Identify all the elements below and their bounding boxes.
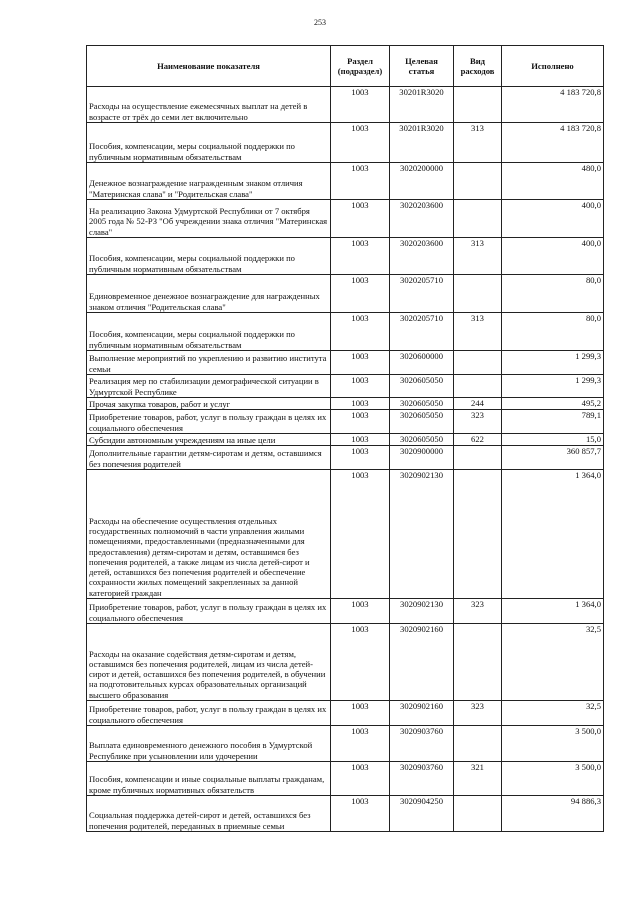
row-name: Субсидии автономным учреждениям на иные цели (87, 434, 331, 446)
row-section: 1003 (331, 624, 390, 701)
row-target: 3020605050 (390, 375, 454, 398)
row-target: 3020200000 (390, 163, 454, 200)
row-target: 3020902130 (390, 599, 454, 624)
row-section: 1003 (331, 599, 390, 624)
row-name: Реализация мер по стабилизации демографической ситуации в Удмуртской Республике (87, 375, 331, 398)
row-amount: 360 857,7 (502, 446, 604, 470)
row-vid: 313 (454, 123, 502, 163)
row-amount: 4 183 720,8 (502, 87, 604, 123)
row-vid (454, 446, 502, 470)
row-amount: 94 886,3 (502, 796, 604, 832)
budget-execution-table (86, 45, 604, 832)
row-amount: 400,0 (502, 200, 604, 238)
header-section: Раздел (подраздел) (331, 46, 390, 87)
row-target: 3020600000 (390, 351, 454, 375)
row-vid (454, 163, 502, 200)
table-row (87, 624, 604, 701)
row-name: Прочая закупка товаров, работ и услуг (87, 398, 331, 410)
row-vid (454, 200, 502, 238)
row-section: 1003 (331, 434, 390, 446)
table-row (87, 796, 604, 832)
row-vid: 244 (454, 398, 502, 410)
table-row (87, 351, 604, 375)
table-row (87, 123, 604, 163)
row-target: 3020900000 (390, 446, 454, 470)
row-amount: 32,5 (502, 624, 604, 701)
row-vid: 323 (454, 599, 502, 624)
row-name: Пособия, компенсации, меры социальной поддержки по публичным нормативным обязательствам (87, 238, 331, 275)
row-name: Выполнение мероприятий по укреплению и развитию института семьи (87, 351, 331, 375)
table-row (87, 398, 604, 410)
row-amount: 1 299,3 (502, 375, 604, 398)
row-target: 3020605050 (390, 434, 454, 446)
row-amount: 80,0 (502, 275, 604, 313)
row-vid (454, 726, 502, 762)
row-amount: 789,1 (502, 410, 604, 434)
row-amount: 3 500,0 (502, 726, 604, 762)
table-row (87, 87, 604, 123)
header-amount: Исполнено (502, 46, 604, 87)
row-amount: 1 299,3 (502, 351, 604, 375)
row-target: 3020605050 (390, 398, 454, 410)
row-vid: 321 (454, 762, 502, 796)
table-row (87, 701, 604, 726)
row-amount: 495,2 (502, 398, 604, 410)
row-name: На реализацию Закона Удмуртской Республики от 7 октября 2005 года № 52-РЗ "Об учреждении знака отличия "Материнская слава" (87, 200, 331, 238)
row-target: 3020903760 (390, 762, 454, 796)
row-target: 3020205710 (390, 313, 454, 351)
table-row (87, 313, 604, 351)
row-vid (454, 624, 502, 701)
table-row (87, 238, 604, 275)
row-vid (454, 375, 502, 398)
row-section: 1003 (331, 375, 390, 398)
table-row (87, 375, 604, 398)
table-row (87, 762, 604, 796)
header-name: Наименование показателя (87, 46, 331, 87)
row-section: 1003 (331, 123, 390, 163)
table-row (87, 275, 604, 313)
row-name: Денежное вознаграждение награжденным знаком отличия "Материнская слава" и "Родительская слава" (87, 163, 331, 200)
row-vid: 323 (454, 701, 502, 726)
row-name: Единовременное денежное вознаграждение для награжденных знаком отличия "Родительская слава" (87, 275, 331, 313)
table-row (87, 599, 604, 624)
row-section: 1003 (331, 163, 390, 200)
row-amount: 4 183 720,8 (502, 123, 604, 163)
row-name: Пособия, компенсации, меры социальной поддержки по публичным нормативным обязательствам (87, 123, 331, 163)
row-amount: 480,0 (502, 163, 604, 200)
row-vid (454, 351, 502, 375)
row-vid (454, 470, 502, 599)
row-name: Приобретение товаров, работ, услуг в пользу граждан в целях их социального обеспечения (87, 701, 331, 726)
row-section: 1003 (331, 410, 390, 434)
row-vid (454, 796, 502, 832)
row-target: 30201R3020 (390, 123, 454, 163)
row-amount: 80,0 (502, 313, 604, 351)
table-row (87, 200, 604, 238)
row-vid: 313 (454, 238, 502, 275)
table-row (87, 726, 604, 762)
row-name: Расходы на обеспечение осуществления отдельных государственных полномочий в части управления жилыми помещениями, предоставленными (предназначенными для предоставления) детям-сиротам и детям, оставшимся без попечения родителей, а также лицам из числа детей-сирот и детей, оставшихся без попечения родителей и обеспечение сохранности жилых помещений закрепленных за данной категорией граждан (87, 470, 331, 599)
row-vid (454, 87, 502, 123)
row-name: Расходы на осуществление ежемесячных выплат на детей в возрасте от трёх до семи лет включительно (87, 87, 331, 123)
row-section: 1003 (331, 726, 390, 762)
table-row (87, 410, 604, 434)
table-row (87, 434, 604, 446)
row-section: 1003 (331, 446, 390, 470)
row-name: Пособия, компенсации и иные социальные выплаты гражданам, кроме публичных нормативных обязательств (87, 762, 331, 796)
row-vid (454, 275, 502, 313)
row-section: 1003 (331, 398, 390, 410)
table-row (87, 163, 604, 200)
row-target: 3020902160 (390, 701, 454, 726)
row-amount: 400,0 (502, 238, 604, 275)
row-section: 1003 (331, 351, 390, 375)
row-target: 3020205710 (390, 275, 454, 313)
row-name: Выплата единовременного денежного пособия в Удмуртской Республике при усыновлении или удочерении (87, 726, 331, 762)
row-name: Социальная поддержка детей-сирот и детей, оставшихся без попечения родителей, переданных в приемные семьи (87, 796, 331, 832)
row-target: 3020902160 (390, 624, 454, 701)
row-vid: 622 (454, 434, 502, 446)
row-section: 1003 (331, 200, 390, 238)
header-vid: Вид расходов (454, 46, 502, 87)
row-target: 30201R3020 (390, 87, 454, 123)
header-target: Целевая статья (390, 46, 454, 87)
row-target: 3020902130 (390, 470, 454, 599)
row-vid: 323 (454, 410, 502, 434)
row-name: Приобретение товаров, работ, услуг в пользу граждан в целях их социального обеспечения (87, 599, 331, 624)
table-row (87, 470, 604, 599)
row-name: Приобретение товаров, работ, услуг в пользу граждан в целях их социального обеспечения (87, 410, 331, 434)
row-section: 1003 (331, 313, 390, 351)
table-header-row (87, 46, 604, 87)
row-target: 3020903760 (390, 726, 454, 762)
row-target: 3020203600 (390, 200, 454, 238)
table-row (87, 446, 604, 470)
row-vid: 313 (454, 313, 502, 351)
row-name: Дополнительные гарантии детям-сиротам и детям, оставшимся без попечения родителей (87, 446, 331, 470)
row-amount: 3 500,0 (502, 762, 604, 796)
row-section: 1003 (331, 87, 390, 123)
row-amount: 1 364,0 (502, 470, 604, 599)
row-amount: 1 364,0 (502, 599, 604, 624)
row-section: 1003 (331, 796, 390, 832)
row-amount: 15,0 (502, 434, 604, 446)
row-target: 3020605050 (390, 410, 454, 434)
row-name: Пособия, компенсации, меры социальной поддержки по публичным нормативным обязательствам (87, 313, 331, 351)
row-target: 3020203600 (390, 238, 454, 275)
row-target: 3020904250 (390, 796, 454, 832)
row-section: 1003 (331, 470, 390, 599)
row-section: 1003 (331, 275, 390, 313)
page-number: 253 (314, 18, 326, 27)
row-name: Расходы на оказание содействия детям-сиротам и детям, оставшимся без попечения родителей, лицам из числа детей-сирот и детей, оставшихся без попечения родителей, в обучении на подготовительных курсах образовательных организаций высшего образования (87, 624, 331, 701)
row-section: 1003 (331, 238, 390, 275)
row-amount: 32,5 (502, 701, 604, 726)
row-section: 1003 (331, 762, 390, 796)
row-section: 1003 (331, 701, 390, 726)
